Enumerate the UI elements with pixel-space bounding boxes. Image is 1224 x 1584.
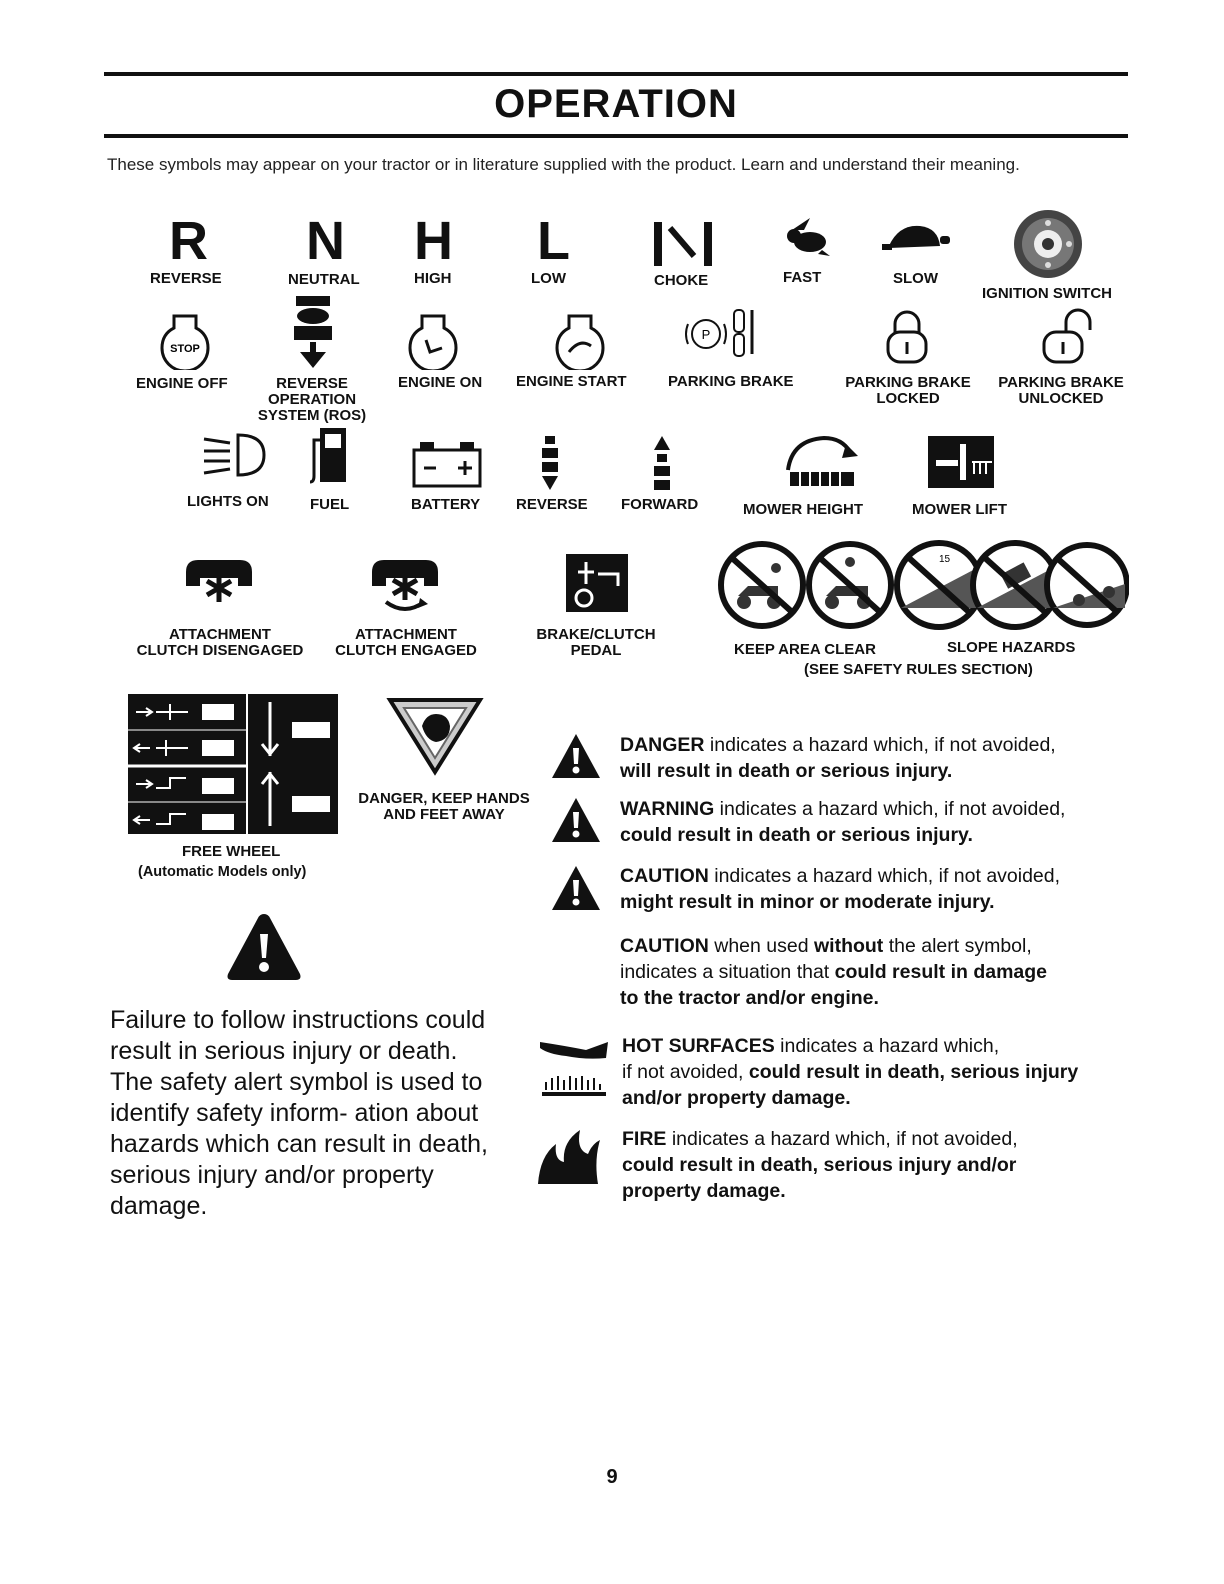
att-dis-line2: CLUTCH DISENGAGED bbox=[136, 642, 304, 659]
keep-hands-line1: DANGER, KEEP HANDS bbox=[358, 790, 530, 807]
att-dis-line1: ATTACHMENT bbox=[169, 626, 271, 643]
warning-word: WARNING bbox=[620, 798, 715, 820]
caution2-e: to the tractor and/or engine. bbox=[620, 987, 879, 1009]
label-slope-hazards: SLOPE HAZARDS bbox=[947, 639, 1076, 656]
label-see-safety-rules: (SEE SAFETY RULES SECTION) bbox=[804, 661, 1033, 678]
warning-bold: could result in death or serious injury. bbox=[620, 824, 973, 846]
caution-alert-icon bbox=[550, 864, 602, 912]
attachment-clutch-disengaged-icon bbox=[182, 556, 256, 608]
brake-line1: BRAKE/CLUTCH bbox=[536, 626, 656, 643]
label-automatic-models: (Automatic Models only) bbox=[138, 864, 307, 880]
page-number: 9 bbox=[606, 1466, 618, 1488]
battery-icon bbox=[410, 440, 484, 488]
label-attachment-engaged bbox=[326, 627, 486, 659]
caution-word: CAUTION bbox=[620, 865, 709, 887]
label-keep-area-clear: KEEP AREA CLEAR bbox=[734, 641, 876, 658]
hot-word: HOT SURFACES bbox=[622, 1035, 775, 1057]
reverse-arrow-icon bbox=[538, 434, 562, 492]
danger-bold: will result in death or serious injury. bbox=[620, 760, 953, 782]
fire-a: could result in death, serious injury and/or bbox=[622, 1154, 1017, 1176]
caution2-word: CAUTION bbox=[620, 935, 709, 957]
forward-arrow-icon bbox=[650, 434, 674, 492]
label-lights-on: LIGHTS ON bbox=[187, 493, 269, 510]
fire-rest: indicates a hazard which, if not avoided, bbox=[666, 1128, 1018, 1150]
locked-line2: LOCKED bbox=[876, 390, 940, 407]
label-reverse-arrow: REVERSE bbox=[516, 496, 588, 513]
danger-alert-icon bbox=[550, 732, 602, 780]
mower-lift-icon bbox=[926, 434, 996, 490]
intro-text: These symbols may appear on your tractor or in literature supplied with the product. Learn and understand their meaning. bbox=[107, 155, 1020, 174]
label-parking-brake-unlocked bbox=[990, 375, 1132, 407]
label-engine-off: ENGINE OFF bbox=[136, 375, 228, 392]
label-engine-start: ENGINE START bbox=[516, 373, 627, 390]
label-mower-height: MOWER HEIGHT bbox=[743, 501, 863, 518]
locked-line1: PARKING BRAKE bbox=[845, 374, 971, 391]
brake-clutch-pedal-icon bbox=[564, 552, 630, 614]
keep-hands-away-icon bbox=[386, 696, 484, 776]
engine-start-icon bbox=[555, 314, 605, 370]
neutral-letter: N bbox=[306, 211, 345, 271]
att-eng-line2: CLUTCH ENGAGED bbox=[335, 642, 477, 659]
engine-on-icon bbox=[408, 314, 458, 370]
turtle-icon bbox=[878, 222, 950, 256]
hot-surfaces-definition bbox=[622, 1033, 1132, 1111]
label-parking-brake-locked bbox=[838, 375, 978, 407]
att-eng-line1: ATTACHMENT bbox=[355, 626, 457, 643]
warning-alert-icon bbox=[550, 796, 602, 844]
svg-text:P: P bbox=[701, 327, 711, 342]
ignition-switch-icon bbox=[1012, 208, 1084, 280]
label-keep-hands-away bbox=[346, 791, 542, 823]
free-wheel-icon bbox=[126, 692, 340, 836]
label-slow: SLOW bbox=[893, 270, 938, 287]
hot-rest: indicates a hazard which, bbox=[774, 1035, 1000, 1057]
ros-line3: SYSTEM (ROS) bbox=[257, 407, 367, 424]
ros-icon bbox=[292, 294, 334, 370]
attachment-clutch-engaged-icon bbox=[368, 556, 442, 616]
fire-b: property damage. bbox=[622, 1180, 786, 1202]
stop-text: STOP bbox=[170, 343, 200, 355]
hot-c: and/or property damage. bbox=[622, 1087, 851, 1109]
parking-brake-icon bbox=[682, 304, 782, 358]
warning-definition bbox=[620, 796, 1130, 848]
reverse-letter: R bbox=[169, 211, 208, 271]
label-free-wheel: FREE WHEEL bbox=[182, 843, 281, 860]
label-parking-brake: PARKING BRAKE bbox=[668, 373, 794, 390]
safety-alert-icon bbox=[226, 912, 302, 982]
label-attachment-disengaged bbox=[122, 627, 318, 659]
fire-icon bbox=[534, 1126, 604, 1186]
ros-line1: REVERSE bbox=[276, 375, 348, 392]
hot-b: could result in death, serious injury bbox=[748, 1061, 1079, 1083]
slope-number: 15 bbox=[939, 554, 951, 565]
top-rule bbox=[104, 72, 1128, 76]
caution-rest: indicates a hazard which, if not avoided, bbox=[708, 865, 1061, 887]
danger-rest: indicates a hazard which, if not avoided, bbox=[704, 734, 1056, 756]
high-letter: H bbox=[414, 211, 453, 271]
label-fuel: FUEL bbox=[310, 496, 350, 513]
choke-icon bbox=[650, 218, 716, 270]
caution2-a: when used bbox=[708, 935, 814, 957]
caution2-d: could result in damage bbox=[834, 961, 1048, 983]
label-low: LOW bbox=[531, 270, 566, 287]
caution2-c: indicates a situation that bbox=[620, 961, 835, 983]
label-fast: FAST bbox=[783, 269, 822, 286]
label-battery: BATTERY bbox=[411, 496, 481, 513]
label-reverse: REVERSE bbox=[150, 270, 222, 287]
label-engine-on: ENGINE ON bbox=[398, 374, 483, 391]
engine-off-icon bbox=[160, 314, 210, 370]
keep-hands-line2: AND FEET AWAY bbox=[383, 806, 505, 823]
page-title: OPERATION bbox=[494, 82, 738, 126]
slope-hazards-icon bbox=[893, 538, 1129, 632]
fire-word: FIRE bbox=[622, 1128, 667, 1150]
keep-area-clear-icon bbox=[718, 540, 894, 630]
ros-line2: OPERATION bbox=[267, 391, 357, 408]
padlock-unlocked-icon bbox=[1040, 304, 1098, 366]
failure-warning-text: Failure to follow instructions could result in serious injury or death. The safety alert symbol is used to identify safety inform- ation about hazards which can result in death, serious injury and/or property damage. bbox=[110, 1006, 488, 1220]
low-letter: L bbox=[537, 211, 570, 271]
caution-no-symbol-definition bbox=[620, 933, 1130, 1011]
label-choke: CHOKE bbox=[654, 272, 709, 289]
label-mower-lift: MOWER LIFT bbox=[912, 501, 1007, 518]
hot-surfaces-icon bbox=[536, 1036, 612, 1098]
lights-on-icon bbox=[198, 425, 270, 483]
label-forward: FORWARD bbox=[621, 496, 699, 513]
caution2-b: the alert symbol, bbox=[883, 935, 1032, 957]
warning-rest: indicates a hazard which, if not avoided, bbox=[714, 798, 1066, 820]
fuel-icon bbox=[308, 426, 350, 486]
brake-line2: PEDAL bbox=[570, 642, 622, 659]
fire-definition bbox=[622, 1126, 1132, 1204]
label-high: HIGH bbox=[414, 270, 452, 287]
rabbit-icon bbox=[782, 214, 832, 258]
label-neutral: NEUTRAL bbox=[288, 271, 360, 288]
danger-definition bbox=[620, 732, 1130, 784]
label-brake-clutch bbox=[530, 627, 662, 659]
caution-bold: might result in minor or moderate injury. bbox=[620, 891, 995, 913]
unlocked-line2: UNLOCKED bbox=[1018, 390, 1104, 407]
hot-a: if not avoided, bbox=[622, 1061, 749, 1083]
caution2-without: without bbox=[813, 935, 884, 957]
mower-height-icon bbox=[780, 430, 866, 492]
label-ignition-switch: IGNITION SWITCH bbox=[982, 285, 1112, 302]
title-underline bbox=[104, 134, 1128, 138]
danger-word: DANGER bbox=[620, 734, 705, 756]
caution-definition bbox=[620, 863, 1130, 915]
padlock-locked-icon bbox=[884, 308, 930, 366]
label-ros bbox=[250, 376, 374, 424]
unlocked-line1: PARKING BRAKE bbox=[998, 374, 1124, 391]
